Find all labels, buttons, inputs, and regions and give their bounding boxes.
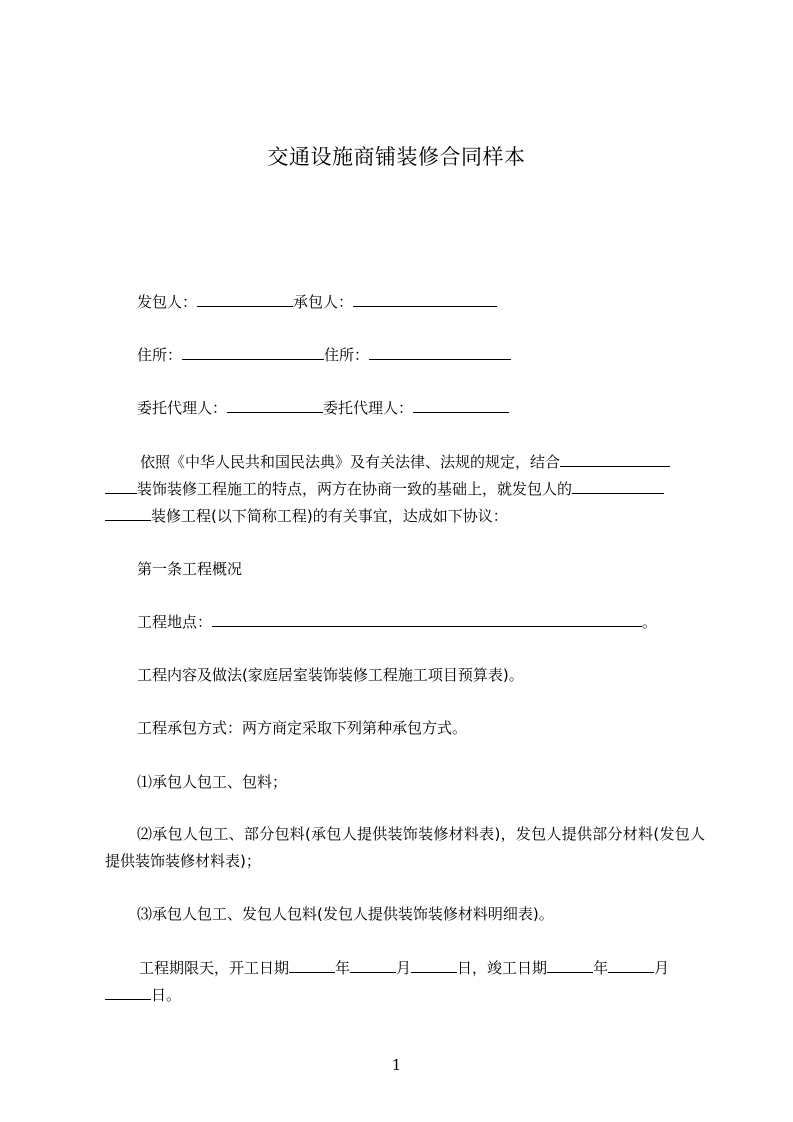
period-paragraph [105,955,705,1009]
article1-heading: 第一条工程概况 [137,560,243,578]
employer-project-blank [572,479,664,494]
employer-contractor-line [137,292,497,312]
contractor-agent-blank [413,398,509,413]
agent-line [137,398,509,418]
location-end: 。 [642,613,658,631]
period-text-start: 工程期限天，开工日期 [139,959,290,977]
preamble-paragraph [105,449,705,530]
employer-blank [197,292,293,307]
year-label: 年 [335,959,351,977]
contractor-agent-label: 委托代理人： [323,399,414,417]
document-title: 交通设施商铺装修合同样本 [267,145,526,169]
preamble-text-1: 依照《中华人民共和国民法典》及有关法律、法规的规定，结合 [140,453,561,471]
end-month-label: 月 [654,959,670,977]
end-day-blank [105,985,151,1000]
contractor-label: 承包人： [293,293,354,311]
end-month-blank [608,958,654,973]
preamble-text-2: 装饰装修工程施工的特点，两方在协商一致的基础上，就发包人的 [137,480,573,498]
start-day-blank [411,958,457,973]
content-line: 工程内容及做法(家庭居室装饰装修工程施工项目预算表)。 [137,666,524,684]
page-number: 1 [391,1056,402,1074]
employer-agent-label: 委托代理人： [137,399,228,417]
option3-line: ⑶承包人包工、发包人包料(发包人提供装饰装修材料明细表)。 [137,905,554,923]
location-blank [212,612,642,627]
preamble-text-3: 装修工程(以下简称工程)的有关事宜，达成如下协议： [151,507,508,525]
start-year-blank [289,958,335,973]
end-year-blank [547,958,593,973]
address-line [137,345,511,365]
contractor-blank [353,292,497,307]
employer-label: 发包人： [137,293,198,311]
contractor-address-blank [369,345,511,360]
method-line: 工程承包方式：两方商定采取下列第种承包方式。 [137,719,468,737]
option1-line: ⑴承包人包工、包料； [137,773,288,791]
project-name-blank-cont [105,479,137,494]
contractor-address-label: 住所： [324,346,370,364]
end-year-label: 年 [593,959,609,977]
employer-agent-blank [227,398,323,413]
employer-address-blank [182,345,324,360]
location-label: 工程地点： [137,613,213,631]
month-label: 月 [396,959,412,977]
employer-project-blank-cont [105,506,151,521]
location-line [137,612,657,632]
completion-label: 日，竣工日期 [457,959,548,977]
option2-paragraph: ⑵承包人包工、部分包料(承包人提供装饰装修材料表)，发包人提供部分材料(发包人提供装饰装修材料表)； [105,825,705,870]
end-day-label: 日。 [151,986,182,1004]
project-name-blank [560,452,670,467]
employer-address-label: 住所： [137,346,183,364]
start-month-blank [350,958,396,973]
